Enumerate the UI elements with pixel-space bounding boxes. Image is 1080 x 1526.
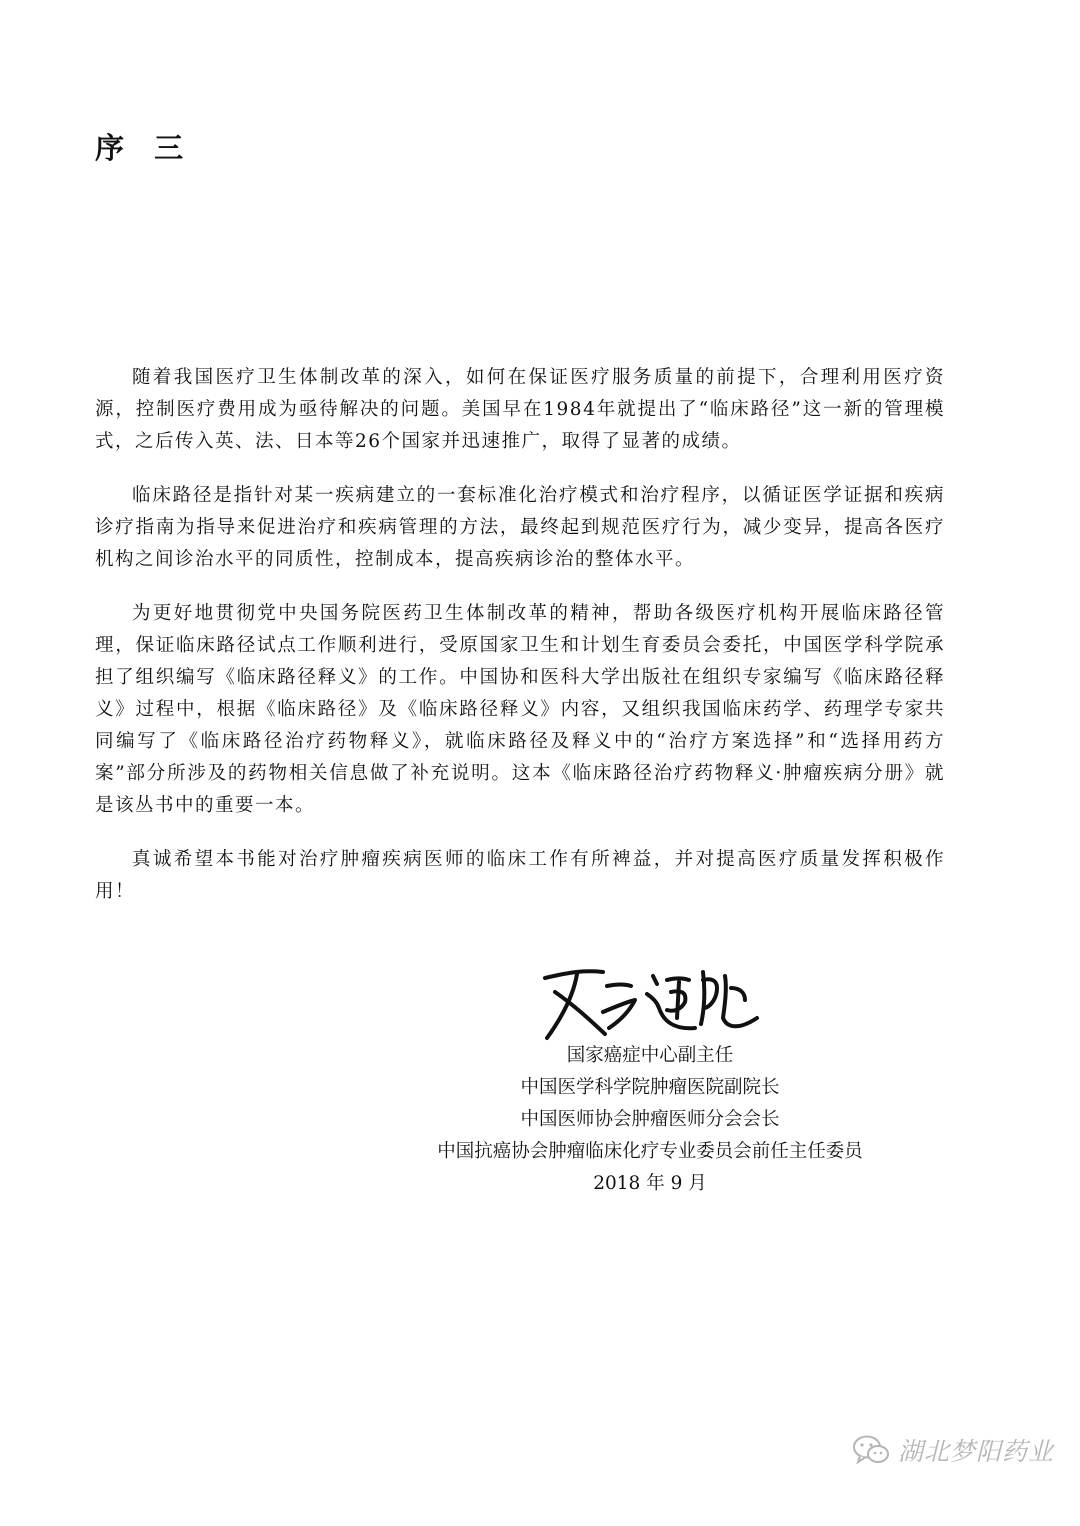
signoff-line: 中国抗癌协会肿瘤临床化疗专业委员会前任主任委员 — [437, 1141, 863, 1162]
wechat-icon — [852, 1434, 890, 1466]
paragraph: 临床路径是指针对某一疾病建立的一套标准化治疗模式和治疗程序，以循证医学证据和疾病诊疗指南为指导来促进治疗和疾病管理的方法，最终起到规范医疗行为，减少变异，提高各医疗机构之间诊治水平的同质性，控制成本，提高疾病诊治的整体水平。 — [95, 485, 945, 570]
signoff-line: 中国医学科学院肿瘤医院副院长 — [520, 1077, 780, 1098]
signoff-date: 2018 年 9 月 — [593, 1173, 707, 1194]
watermark — [852, 1430, 1054, 1470]
watermark-text: 湖北梦阳药业 — [897, 1437, 1054, 1466]
paragraph: 为更好地贯彻党中央国务院医药卫生体制改革的精神，帮助各级医疗机构开展临床路径管理，保证临床路径试点工作顺利进行，受原国家卫生和计划生育委员会委托，中国医学科学院承担了组织编写《临床路径释义》的工作。中国协和医科大学出版社在组织专家编写《临床路径释义》过程中，根据《临床路径》及《临床路径释义》内容，又组织我国临床药学、药理学专家共同编写了《临床路径治疗药物释义》，就临床路径及释义中的“治疗方案选择”和“选择用药方案”部分所涉及的药物相关信息做了补充说明。这本《临床路径治疗药物释义·肿瘤疾病分册》就是该丛书中的重要一本。 — [95, 603, 945, 816]
paragraph: 真诚希望本书能对治疗肿瘤疾病医师的临床工作有所裨益，并对提高医疗质量发挥积极作用！ — [95, 849, 945, 902]
paragraph: 随着我国医疗卫生体制改革的深入，如何在保证医疗服务质量的前提下，合理利用医疗资源，控制医疗费用成为亟待解决的问题。美国早在1984年就提出了“临床路径”这一新的管理模式，之后传入英、法、日本等26个国家并迅速推广，取得了显著的成绩。 — [95, 367, 945, 452]
signoff — [380, 1040, 920, 1200]
preface-body — [95, 362, 945, 930]
handwritten-signature — [535, 958, 765, 1044]
signoff-line: 国家癌症中心副主任 — [566, 1045, 734, 1066]
signoff-line: 中国医师协会肿瘤医师分会会长 — [520, 1109, 780, 1130]
page-title: 序 三 — [95, 131, 194, 165]
